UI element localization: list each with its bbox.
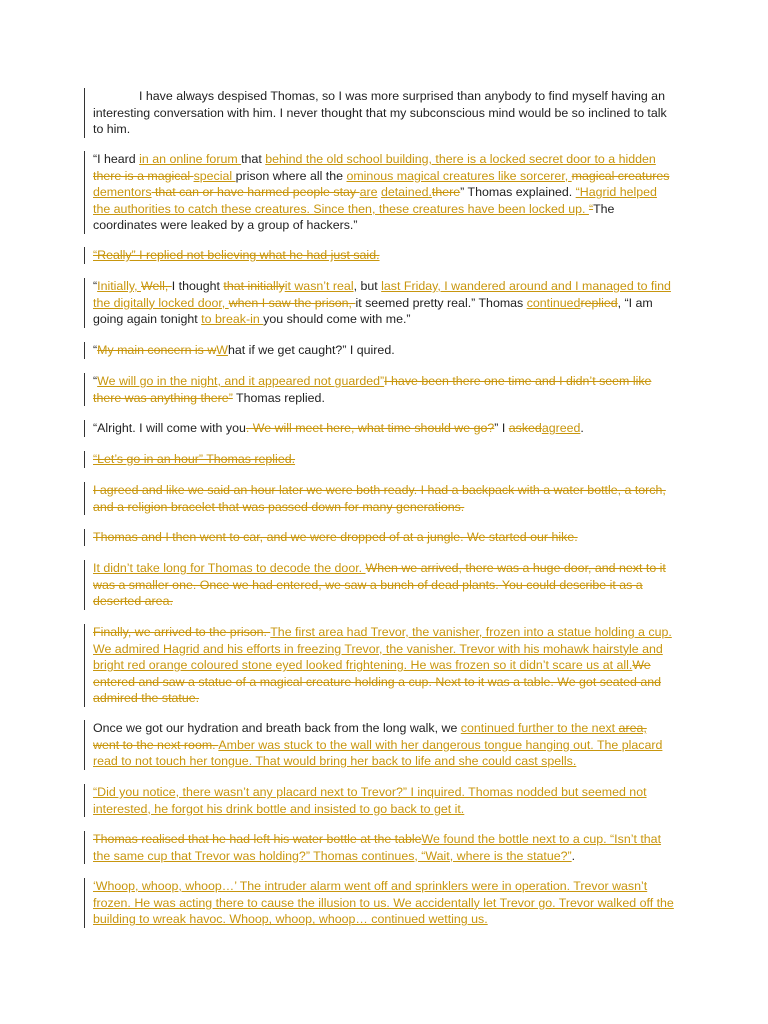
paragraph <box>84 342 676 359</box>
deleted-text: Finally, we arrived to the prison. <box>93 625 271 639</box>
inserted-text: dementors <box>93 185 152 200</box>
paragraph <box>84 482 676 515</box>
deleted-text: Thomas realised that he had left his water bottle at the table <box>93 832 422 846</box>
deleted-text: asked <box>508 421 542 435</box>
inserted-text: behind the old school building, there is a locked secret door to a hidden <box>265 152 656 166</box>
text-run: “Alright. I will come with you <box>93 421 246 435</box>
paragraph <box>84 373 676 406</box>
inserted-text: to break-in <box>201 312 264 327</box>
text-run: “ <box>93 279 98 293</box>
paragraph <box>84 624 676 707</box>
inserted-text: in an online forum <box>139 152 242 166</box>
deleted-text: . We will meet here, what time should we go? <box>245 421 495 435</box>
text-run: I thought <box>171 279 224 293</box>
text-run: it seemed pretty real.” Thomas <box>355 295 527 310</box>
text-run: , “I am going again tonight <box>93 295 653 327</box>
inserted-text: it wasn’t real <box>284 279 354 293</box>
paragraph <box>84 151 676 234</box>
inserted-text: continued further to the next <box>460 721 619 735</box>
inserted-text: continued <box>526 295 581 310</box>
inserted-text: It didn’t take long for Thomas to decode the door. <box>93 561 366 575</box>
inserted-text: Initially, <box>97 279 141 293</box>
paragraph <box>84 278 676 328</box>
deleted-text: My main concern is w <box>97 343 217 357</box>
paragraph <box>84 88 676 138</box>
paragraph <box>84 529 676 546</box>
inserted-text: “Hagrid helped the authorities to catch these creatures. Since then, these creatures have been locked up. <box>93 185 657 216</box>
text-run: The coordinates were leaked by a group of hackers.” <box>93 201 615 233</box>
text-run: “I heard <box>93 152 140 166</box>
text-run: prison where all the <box>235 168 347 183</box>
inserted-text: W <box>216 343 228 357</box>
text-run: “ <box>93 374 98 388</box>
deleted-text: Thomas and I then went to car, and we were dropped of at a jungle. We started our hike. <box>93 530 578 544</box>
text-run: that <box>241 152 266 166</box>
inserted-deleted-text: area, <box>618 721 647 735</box>
deleted-text: replied <box>580 295 618 310</box>
inserted-text: ‘Whoop, whoop, whoop…’ The intruder alarm went off and sprinklers were in operation. Trevor wasn’t frozen. He was acting there to cause the illusion to us. We accidentally let Trevor go. Trevor walked off the building to wreak havoc. Whoop, whoop, whoop… continued wetting us. <box>93 879 674 927</box>
paragraph <box>84 720 676 770</box>
inserted-text: agreed <box>541 421 581 435</box>
inserted-text: “Did you notice, there wasn’t any placard next to Trevor?” I inquired. Thomas nodded but seemed not interested, he forgot his drink bottle and insisted to go back to get it. <box>93 785 647 816</box>
deleted-text: that initially <box>223 279 285 293</box>
inserted-deleted-text: “Let’s go in an hour” Thomas replied. <box>93 452 296 466</box>
inserted-text: last Friday, I wandered around and I managed to find the digitally locked door, <box>93 279 671 310</box>
paragraph <box>84 247 676 264</box>
text-run: ” Thomas explained. <box>460 185 576 200</box>
text-run: “ <box>93 343 98 357</box>
inserted-text: Amber was stuck to the wall with her dangerous tongue hanging out. The placard read to not touch her tongue. That would bring her back to life and she could cast spells. <box>93 737 663 769</box>
inserted-text: We found the bottle next to a cup. “Isn’t that the same cup that Trevor was holding?” Thomas continues, “Wait, where is the statue?” <box>93 832 662 863</box>
text-run: you should come with me.” <box>263 312 411 327</box>
inserted-text: special <box>193 168 236 183</box>
paragraph <box>84 878 676 928</box>
paragraph <box>84 560 676 610</box>
text-run: . <box>580 421 584 435</box>
deleted-text: that can or have harmed people stay <box>151 185 360 200</box>
text-run: I have always despised Thomas, so I was more surprised than anybody to find myself having an interesting conversation with him. I never thought that my subconscious mind would be so inclined to talk to him. <box>93 89 667 137</box>
deleted-text: I agreed and like we said an hour later we were both ready. I had a backpack with a water bottle, a torch, and a religion bracelet that was passed down for many generations. <box>93 483 666 514</box>
deleted-text: We entered and saw a statue of a magical creature holding a cup. Next to it was a table. We got seated and admired the statue. <box>93 658 662 706</box>
text-run: , but <box>353 279 382 293</box>
deleted-text: went to the next room. <box>93 737 219 752</box>
inserted-deleted-text: “Really” I replied not believing what he had just said. <box>93 248 380 262</box>
inserted-text: detained. <box>380 185 432 200</box>
paragraph <box>84 420 676 437</box>
deleted-text: magical creatures <box>571 168 670 183</box>
deleted-text: when I saw the prison, <box>228 295 356 310</box>
text-run: . <box>571 848 576 863</box>
text-run: ” I <box>494 421 509 435</box>
inserted-text: The first area had Trevor, the vanisher, frozen into a statue holding a cup. We admired Hagrid and his efforts in freezing Trevor, the vanisher. Trevor with his mohawk hairstyle and bright red orange coloured stone eyed looked frightening. He was frozen so it didn’t scare us at all. <box>93 625 672 673</box>
deleted-text: “ <box>588 201 594 216</box>
text-run: Once we got our hydration and breath back from the long walk, we <box>93 721 461 735</box>
paragraph <box>84 831 676 864</box>
inserted-text: We will go in the night, and it appeared not guarded” <box>97 374 385 388</box>
deleted-text: When we arrived, there was a huge door, and next to it was a smaller one. Once we had entered, we saw a bunch of dead plants. You could describe it as a deserted area. <box>93 561 666 609</box>
paragraph <box>84 451 676 468</box>
deleted-text: there is a magical <box>93 168 194 183</box>
inserted-text: are <box>359 185 378 200</box>
text-run: hat if we get caught?” I quired. <box>227 343 395 357</box>
deleted-text: I have been there one time and I didn’t seem like there was anything there” <box>93 374 652 405</box>
inserted-text: ominous magical creatures like sorcerer, <box>346 168 572 183</box>
deleted-text: Well, <box>140 279 172 293</box>
deleted-text: there <box>431 185 461 200</box>
paragraph <box>84 784 676 817</box>
text-run: Thomas replied. <box>232 390 325 405</box>
